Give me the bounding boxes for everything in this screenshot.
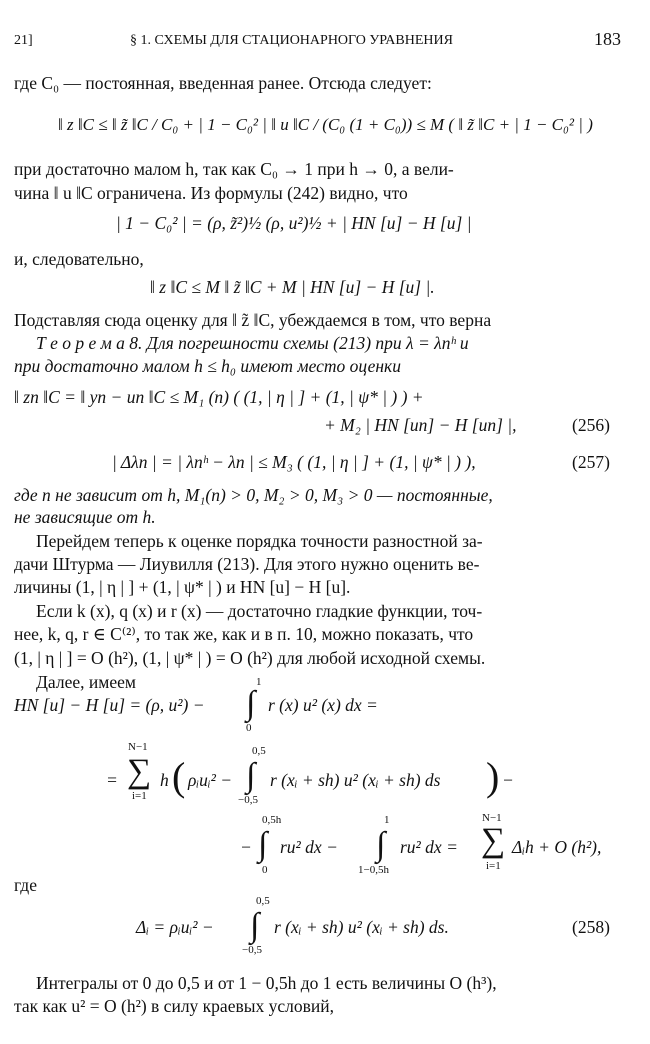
integral-lower-limit: −0,5: [242, 944, 262, 956]
equation-number: (258): [572, 917, 610, 937]
integral-lower-limit: 0: [246, 722, 252, 734]
sum-sign: ∑: [127, 753, 152, 790]
text-line: Далее, имеем: [36, 672, 136, 692]
equation: r (xᵢ + sh) u² (xᵢ + sh) ds: [270, 770, 441, 790]
equation: Δᵢ = ρᵢuᵢ² −: [136, 917, 214, 937]
integral-sign: ∫: [258, 826, 268, 863]
equation: −: [240, 837, 252, 857]
text-line: личины (1, | η | ] + (1, | ψ* | ) и HN [u] − H [u].: [14, 577, 351, 597]
sum-lower-limit: i=1: [486, 860, 501, 872]
sum-upper-limit: N−1: [482, 812, 502, 824]
equation: | 1 − C₀² | = (ρ, z̃²)½ (ρ, u²)½ + | HN [u] − H [u] |: [116, 213, 472, 233]
text-line: Интегралы от 0 до 0,5 и от 1 − 0,5h до 1 есть величины O (h³),: [36, 973, 497, 993]
text-line: где C₀ — постоянная, введенная ранее. Отсюда следует:: [14, 73, 432, 93]
sum-upper-limit: N−1: [128, 741, 148, 753]
integral-upper-limit: 0,5h: [262, 814, 282, 826]
text-line: нее, k, q, r ∈ C⁽²⁾, то так же, как и в п. 10, можно показать, что: [14, 624, 474, 644]
equation: r (x) u² (x) dx =: [268, 695, 378, 715]
equation: ru² dx −: [280, 837, 338, 857]
equation: ‖ zn ‖C = ‖ yn − un ‖C ≤ M₁ (n) ( (1, | η | ] + (1, | ψ* | ) ) +: [14, 387, 424, 407]
header-section-ref: 21]: [14, 33, 33, 48]
integral-upper-limit: 1: [256, 676, 262, 688]
text-line: (1, | η | ] = O (h²), (1, | ψ* | ) = O (h²) для любой исходной схемы.: [14, 648, 486, 668]
equation: −: [502, 770, 514, 790]
integral-lower-limit: 1−0,5h: [358, 864, 389, 876]
theorem-heading: Т е о р е м а 8. Для погрешности схемы (213) при λ = λnʰ и: [36, 333, 469, 353]
text-line: при достаточно малом h, так как C₀ → 1 при h → 0, а вели-: [14, 159, 454, 179]
integral-lower-limit: −0,5: [238, 794, 258, 806]
integral-sign: ∫: [246, 757, 256, 794]
integral-sign: ∫: [246, 685, 256, 722]
integral-upper-limit: 0,5: [256, 895, 270, 907]
text-line: при достаточно малом h ≤ h₀ имеют место оценки: [14, 356, 401, 376]
text-line: так как u² = O (h²) в силу краевых условий,: [14, 996, 334, 1016]
text-line: где n не зависит от h, M₁(n) > 0, M₂ > 0, M₃ > 0 — постоянные,: [14, 485, 493, 505]
equation: ru² dx =: [400, 837, 458, 857]
text-line: Перейдем теперь к оценке порядка точности разностной за-: [36, 531, 483, 551]
page-number: 183: [594, 29, 621, 49]
text-line: Подставляя сюда оценку для ‖ z̃ ‖C, убеждаемся в том, что верна: [14, 310, 492, 330]
equation-number: (257): [572, 452, 610, 472]
text-line: дачи Штурма — Лиувилля (213). Для этого нужно оценить ве-: [14, 554, 480, 574]
sum-sign: ∑: [481, 822, 506, 859]
text-line: и, следовательно,: [14, 249, 144, 269]
integral-lower-limit: 0: [262, 864, 268, 876]
text-line: не зависящие от h.: [14, 507, 156, 527]
equation: ρᵢuᵢ² −: [188, 770, 233, 790]
text-line: Если k (x), q (x) и r (x) — достаточно гладкие функции, точ-: [36, 601, 483, 621]
text-line: где: [14, 875, 37, 895]
equation: h: [160, 770, 169, 790]
equation: HN [u] − H [u] = (ρ, u²) −: [14, 695, 205, 715]
integral-upper-limit: 0,5: [252, 745, 266, 757]
sum-lower-limit: i=1: [132, 790, 147, 802]
header-title: § 1. СХЕМЫ ДЛЯ СТАЦИОНАРНОГО УРАВНЕНИЯ: [130, 33, 453, 48]
equation: =: [106, 770, 118, 790]
equation: r (xᵢ + sh) u² (xᵢ + sh) ds.: [274, 917, 449, 937]
equation: + M₂ | HN [un] − H [un] |,: [324, 415, 517, 435]
integral-upper-limit: 1: [384, 814, 390, 826]
text-line: чина ‖ u ‖C ограничена. Из формулы (242) видно, что: [14, 183, 408, 203]
equation: Δᵢh + O (h²),: [512, 837, 602, 857]
equation: ‖ z ‖C ≤ M ‖ z̃ ‖C + M | HN [u] − H [u] |.: [150, 277, 435, 297]
equation-number: (256): [572, 415, 610, 435]
equation: | Δλn | = | λnʰ − λn | ≤ M₃ ( (1, | η | ] + (1, | ψ* | ) ),: [112, 452, 476, 472]
big-right-paren: ): [486, 754, 500, 799]
big-left-paren: (: [172, 754, 186, 799]
integral-sign: ∫: [376, 826, 386, 863]
equation: ‖ z ‖C ≤ ‖ z̃ ‖C / C₀ + | 1 − C₀² | ‖ u ‖C / (C₀ (1 + C₀)) ≤ M ( ‖ z̃ ‖C + | 1 − C₀² | ): [58, 115, 593, 134]
integral-sign: ∫: [250, 907, 260, 944]
